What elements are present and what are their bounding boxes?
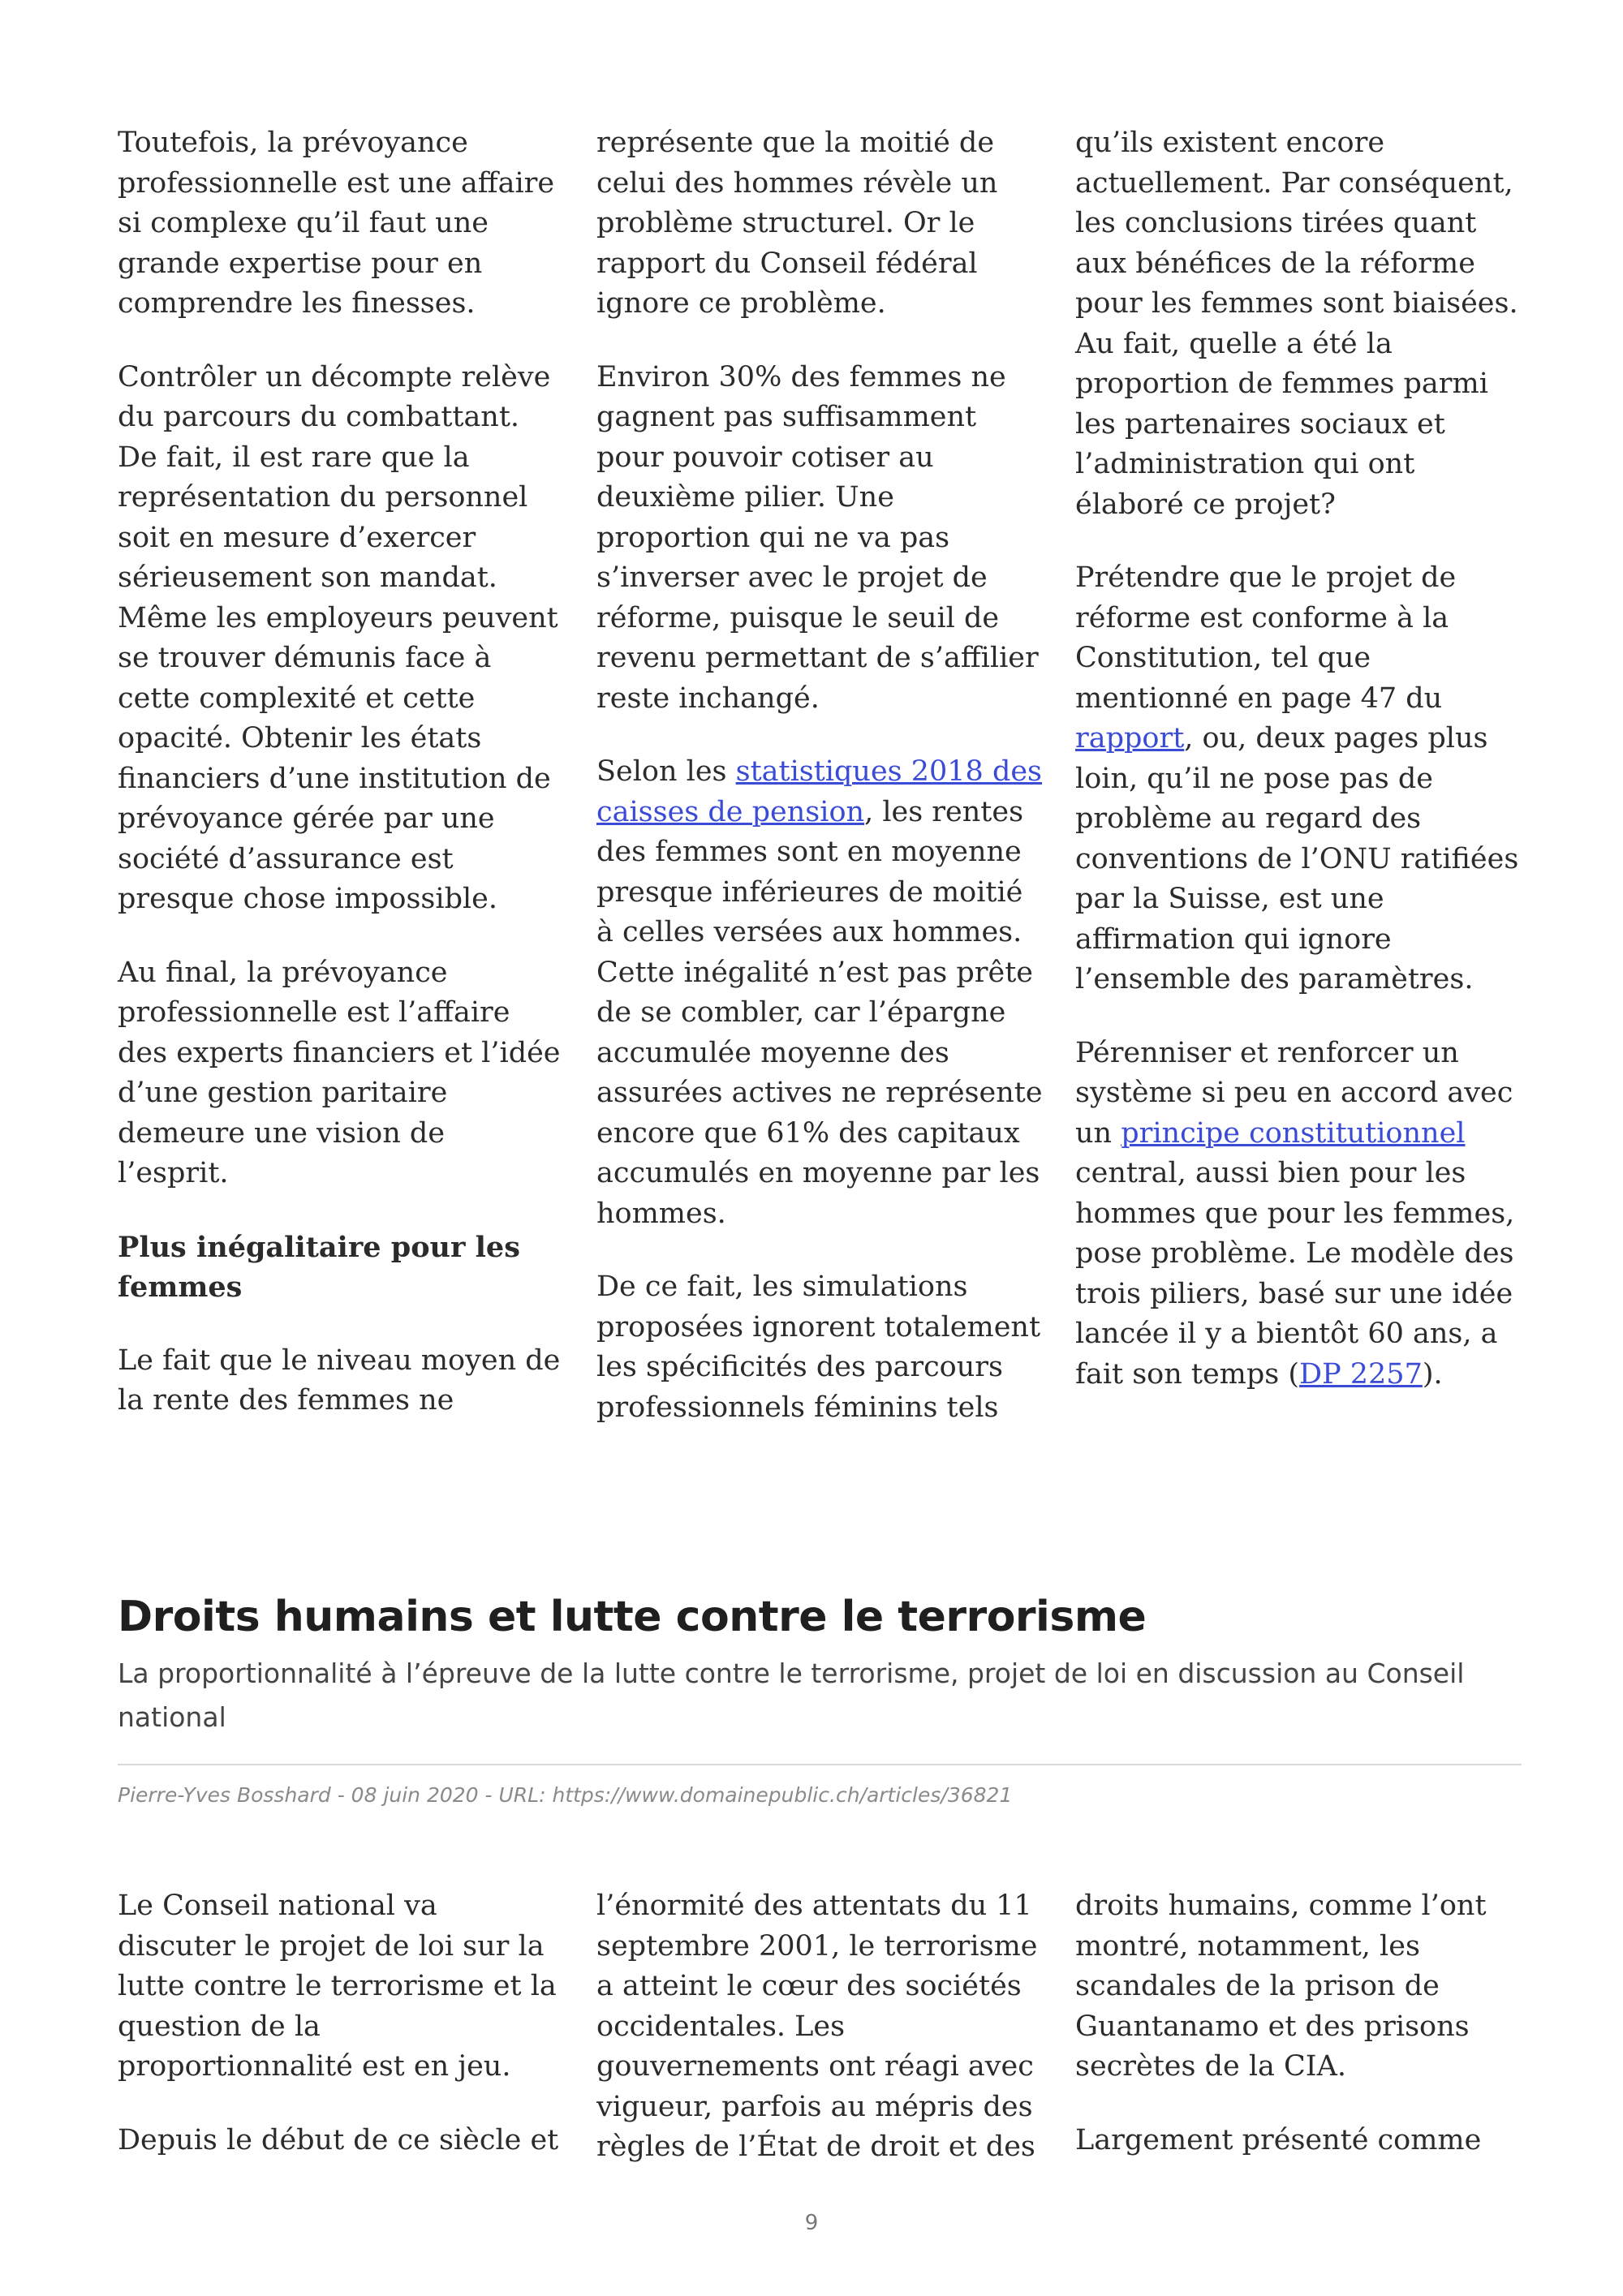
constitutional-principle-link[interactable]: principe constitutionnel — [1121, 1116, 1466, 1150]
paragraph: Toutefois, la prévoyance professionnelle est une affaire si complexe qu’il faut une grande expertise pour en comprendre les finesses. — [118, 127, 555, 320]
paragraph: Contrôler un décompte relève du parcours du combattant. De fait, il est rare que la représentation du personnel soit en mesure d’exercer sérieusement son mandat. Même les employeurs peuvent se trouver démunis face à cette complexité et cette opacité. Obtenir les états financiers d’une institution de prévoyance gérée par une société d’assurance est presque chose impossible. — [118, 360, 558, 915]
article-title: Droits humains et lutte contre le terrorisme — [118, 1593, 1147, 1641]
text-run: ). — [1422, 1357, 1443, 1391]
article-columns — [118, 1886, 1522, 2168]
statistics-link[interactable]: statistiques 2018 des caisses de pension — [596, 755, 1043, 828]
text-run: Selon les — [596, 755, 736, 788]
paragraph: droits humains, comme l’ont montré, notamment, les scandales de la prison de Guantanamo et des prisons secrètes de la CIA. — [1075, 1890, 1487, 2083]
paragraph — [596, 752, 1043, 1234]
paragraph: Au final, la prévoyance professionnelle est l’affaire des experts financiers et l’idée d’une gestion paritaire demeure une vision de l’esprit. — [118, 956, 561, 1189]
paragraph: l’énormité des attentats du 11 septembre 2001, le terrorisme a atteint le cœur des sociétés occidentales. Les gouvernements ont réagi avec vigueur, parfois au mépris des règles de l’État de droit et des — [596, 1890, 1038, 2163]
column-1 — [118, 1886, 564, 2168]
text-run: Prétendre que le projet de réforme est conforme à la Constitution, tel que mentionné en page 47 du — [1075, 561, 1457, 715]
previous-article-columns — [118, 123, 1522, 1428]
paragraph: Largement présenté comme — [1075, 2123, 1482, 2156]
paragraph: De ce fait, les simulations proposées ignorent totalement les spécificités des parcours professionnels féminins tels — [596, 1271, 1041, 1424]
page-number: 9 — [804, 2211, 819, 2235]
paragraph — [1075, 558, 1522, 1000]
column-2 — [596, 123, 1043, 1428]
paragraph: Environ 30% des femmes ne gagnent pas suffisamment pour pouvoir cotiser au deuxième pilier. Une proportion qui ne va pas s’inverser avec le projet de réforme, puisque le seuil de revenu permettant de s’affilier reste inchangé. — [596, 360, 1039, 715]
paragraph — [1075, 1034, 1522, 1395]
column-2 — [596, 1886, 1043, 2168]
column-1 — [118, 123, 564, 1428]
text-run: , les rentes des femmes sont en moyenne presque inférieures de moitié à celles versées aux hommes. Cette inégalité n’est pas prête de se combler, car l’épargne accumulée moyenne des assurées actives ne représente encore que 61% des capitaux accumulés en moyenne par les hommes. — [596, 795, 1043, 1230]
paragraph: Le Conseil national va discuter le projet de loi sur la lutte contre le terrorisme et la question de la proportionnalité est en jeu. — [118, 1890, 557, 2083]
column-3 — [1075, 1886, 1522, 2168]
dp-2257-link[interactable]: DP 2257 — [1299, 1357, 1423, 1391]
text-run: central, aussi bien pour les hommes que pour les femmes, pose problème. Le modèle des trois piliers, basé sur une idée lancée il y a bientôt 60 ans, a fait son temps ( — [1075, 1157, 1515, 1391]
text-run: , ou, deux pages plus loin, qu’il ne pose pas de problème au regard des conventions de l’ONU ratifiées par la Suisse, est une affirmation qui ignore l’ensemble des paramètres. — [1075, 722, 1519, 995]
article-subtitle: La proportionnalité à l’épreuve de la lutte contre le terrorisme, projet de loi en discussion au Conseil national — [118, 1658, 1465, 1733]
paragraph: Depuis le début de ce siècle et — [118, 2123, 559, 2156]
report-link[interactable]: rapport — [1075, 722, 1185, 755]
divider — [118, 1764, 1522, 1765]
paragraph: qu’ils existent encore actuellement. Par conséquent, les conclusions tirées quant aux bénéfices de la réforme pour les femmes sont biaisées. Au fait, quelle a été la proportion de femmes parmi les partenaires sociaux et l’administration qui ont élaboré ce projet? — [1075, 127, 1518, 521]
text-run: Pérenniser et renforcer un système si peu en accord avec un — [1075, 1036, 1513, 1150]
paragraph: représente que la moitié de celui des hommes révèle un problème structurel. Or le rapport du Conseil fédéral ignore ce problème. — [596, 127, 998, 320]
article-header — [118, 1589, 1522, 1809]
column-3 — [1075, 123, 1522, 1428]
section-heading: Plus inégalitaire pour les femmes — [118, 1230, 520, 1304]
paragraph: Le fait que le niveau moyen de la rente des femmes ne — [118, 1344, 561, 1417]
article-byline: Pierre-Yves Bosshard - 08 juin 2020 - URL: https://www.domainepublic.ch/articles/36821 — [118, 1783, 1013, 1807]
